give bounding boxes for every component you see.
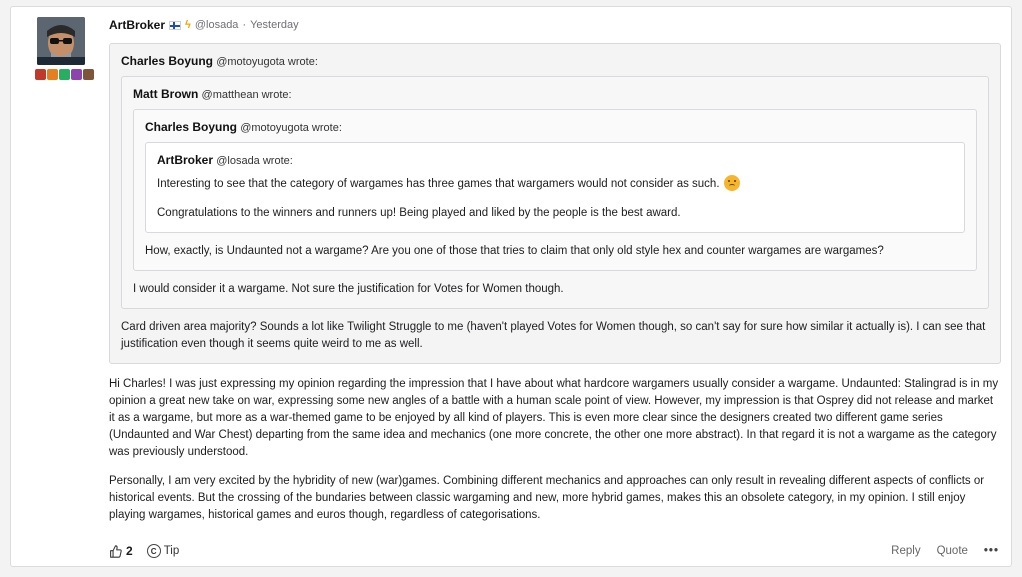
- badge-4-icon[interactable]: [71, 69, 82, 80]
- post-body-paragraph: Personally, I am very excited by the hybridity of new (war)games. Combining different mechanics and approaches can only result in revealing different aspects of conflicts or historical events. But the crossing of the bundaries between classic wargaming and new, more hybrid games, makes this an obsolete category, in my opinion. I still enjoy playing wargames, historical games and euros though, regardless of categorisations.: [109, 475, 985, 521]
- author-handle[interactable]: @losada: [194, 19, 239, 31]
- quote-author[interactable]: Charles Boyung: [121, 54, 214, 68]
- quote-header: [145, 120, 965, 134]
- quote-text: I would consider it a wargame. Not sure the justification for Votes for Women though.: [133, 283, 564, 295]
- quote-author[interactable]: ArtBroker: [157, 153, 214, 167]
- quote-button[interactable]: Quote: [936, 545, 968, 557]
- tip-coin-icon: C: [147, 544, 161, 558]
- author-sidebar: [35, 17, 95, 80]
- quote-handle: @motoyugota wrote:: [216, 56, 318, 68]
- quote-text-line: Interesting to see that the category of wargames has three games that wargamers would not consider as such.: [157, 178, 720, 190]
- post-content: [109, 17, 1001, 524]
- quote-block: [145, 142, 965, 233]
- reply-button[interactable]: Reply: [891, 545, 921, 557]
- quote-handle: @losada wrote:: [216, 155, 293, 167]
- lightning-icon: ϟ: [185, 19, 191, 31]
- badge-2-icon[interactable]: [47, 69, 58, 80]
- post-actions: [891, 545, 999, 557]
- post-header: [109, 17, 1001, 33]
- quote-block: [133, 109, 977, 271]
- finland-flag-icon: [169, 21, 181, 30]
- quote-text: Card driven area majority? Sounds a lot like Twilight Struggle to me (haven't played Votes for Women though, so can't say for sure how similar it actually is). I can see that justification even though it seems quite weird to me as well.: [121, 321, 986, 350]
- quote-text: [157, 175, 953, 193]
- upside-down-face-icon: [724, 175, 740, 191]
- avatar-portrait-icon: [37, 17, 85, 65]
- tip-label: Tip: [163, 545, 180, 557]
- like-count: 2: [126, 544, 133, 558]
- quote-handle: @matthean wrote:: [201, 89, 292, 101]
- quote-header: [133, 87, 977, 101]
- avatar[interactable]: [37, 17, 85, 65]
- author-name[interactable]: ArtBroker: [109, 18, 166, 32]
- badge-3-icon[interactable]: [59, 69, 70, 80]
- quote-header: [157, 153, 953, 167]
- thumbs-up-icon: [109, 545, 122, 558]
- like-button[interactable]: [109, 544, 133, 558]
- more-options-icon[interactable]: •••: [983, 545, 999, 557]
- quote-header: [121, 54, 989, 68]
- quote-author[interactable]: Matt Brown: [133, 87, 199, 101]
- quote-block: [109, 43, 1001, 364]
- badge-list: [35, 69, 95, 80]
- badge-5-icon[interactable]: [83, 69, 94, 80]
- quote-text: How, exactly, is Undaunted not a wargame? Are you one of those that tries to claim that only old style hex and counter wargames are wargames?: [145, 245, 884, 257]
- separator-dot: ·: [242, 19, 247, 31]
- forum-post: [10, 6, 1012, 567]
- tip-button[interactable]: [147, 544, 180, 558]
- post-time[interactable]: Yesterday: [250, 19, 299, 31]
- quote-author[interactable]: Charles Boyung: [145, 120, 238, 134]
- badge-1-icon[interactable]: [35, 69, 46, 80]
- quote-text: Congratulations to the winners and runners up! Being played and liked by the people is the best award.: [157, 207, 681, 219]
- post-body-paragraph: Hi Charles! I was just expressing my opinion regarding the impression that I have about what hardcore wargamers usually consider a wargame. Undaunted: Stalingrad is in my opinion a great new take on war, expressing some new angles of a battle with a human scale point of view. However, my impression is that Osprey did not release and market it as a wargame, but more as a war-themed game to be enjoyed by all kind of players. This is even more clear since the designers created two different game series (Undaunted and War Chest) departing from the same idea and mechanics (one more concrete, the other one more abstract). In that regard it is not a wargame as the category was previously understood.: [109, 378, 999, 458]
- post-footer: [109, 542, 999, 560]
- quote-block: [121, 76, 989, 309]
- quote-handle: @motoyugota wrote:: [240, 122, 342, 134]
